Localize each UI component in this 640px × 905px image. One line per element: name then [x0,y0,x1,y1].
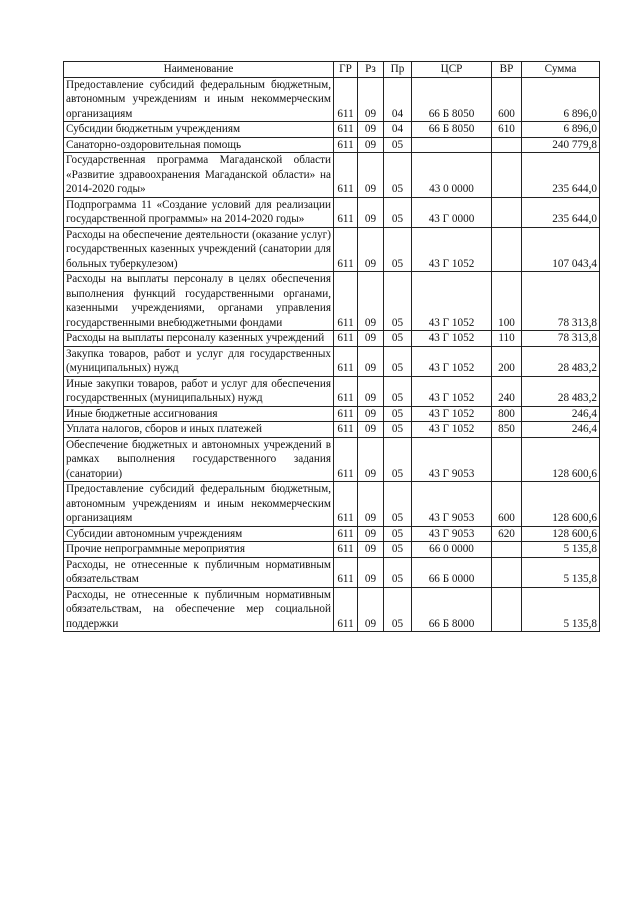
cell-gr: 611 [334,542,358,558]
cell-rz: 09 [358,197,384,227]
cell-sum: 5 135,8 [522,557,600,587]
table-row [64,437,600,482]
cell-vr [492,227,522,272]
cell-vr: 600 [492,77,522,122]
table-row [64,272,600,331]
cell-csr: 66 Б 8000 [412,587,492,632]
cell-sum: 6 896,0 [522,122,600,138]
table-row [64,422,600,438]
cell-csr: 43 Г 1052 [412,346,492,376]
cell-name: Субсидии автономным учреждениям [64,526,334,542]
cell-csr: 43 Г 9053 [412,437,492,482]
cell-name: Расходы, не отнесенные к публичным нормативным обязательствам [64,557,334,587]
cell-name: Расходы на выплаты персоналу в целях обеспечения выполнения функций государственными органами, казенными учреждениями, органами управления государственными внебюджетными фондами [64,272,334,331]
cell-gr: 611 [334,482,358,527]
cell-vr [492,587,522,632]
cell-sum: 5 135,8 [522,542,600,558]
col-header-csr: ЦСР [412,62,492,78]
cell-pr: 05 [384,406,412,422]
cell-pr: 05 [384,376,412,406]
cell-rz: 09 [358,227,384,272]
cell-name: Государственная программа Магаданской области «Развитие здравоохранения Магаданской области» на 2014-2020 годы» [64,153,334,198]
cell-sum: 128 600,6 [522,526,600,542]
cell-name: Субсидии бюджетным учреждениям [64,122,334,138]
budget-table [63,61,600,632]
cell-sum: 107 043,4 [522,227,600,272]
cell-pr: 05 [384,197,412,227]
cell-sum: 235 644,0 [522,197,600,227]
cell-vr: 850 [492,422,522,438]
cell-sum: 235 644,0 [522,153,600,198]
cell-rz: 09 [358,331,384,347]
cell-pr: 04 [384,77,412,122]
cell-gr: 611 [334,437,358,482]
cell-csr: 43 Г 9053 [412,526,492,542]
cell-rz: 09 [358,346,384,376]
cell-csr: 66 Б 8050 [412,122,492,138]
cell-vr: 200 [492,346,522,376]
cell-name: Предоставление субсидий федеральным бюджетным, автономным учреждениям и иным некоммерческим организациям [64,482,334,527]
table-row [64,542,600,558]
cell-gr: 611 [334,122,358,138]
cell-csr: 43 Г 1052 [412,376,492,406]
table-row [64,376,600,406]
table-row [64,526,600,542]
cell-rz: 09 [358,437,384,482]
cell-csr: 43 Г 1052 [412,422,492,438]
table-row [64,197,600,227]
cell-gr: 611 [334,153,358,198]
cell-sum: 128 600,6 [522,482,600,527]
cell-csr: 66 0 0000 [412,542,492,558]
cell-rz: 09 [358,587,384,632]
cell-csr: 66 Б 0000 [412,557,492,587]
cell-name: Предоставление субсидий федеральным бюджетным, автономным учреждениям и иным некоммерческим организациям [64,77,334,122]
col-header-name: Наименование [64,62,334,78]
cell-vr: 620 [492,526,522,542]
cell-sum: 128 600,6 [522,437,600,482]
cell-name: Обеспечение бюджетных и автономных учреждений в рамках выполнения государственного задания (санатории) [64,437,334,482]
cell-pr: 05 [384,153,412,198]
cell-name: Подпрограмма 11 «Создание условий для реализации государственной программы» на 2014-2020 годы» [64,197,334,227]
cell-name: Уплата налогов, сборов и иных платежей [64,422,334,438]
cell-gr: 611 [334,137,358,153]
cell-gr: 611 [334,557,358,587]
cell-vr: 600 [492,482,522,527]
col-header-vr: ВР [492,62,522,78]
cell-rz: 09 [358,122,384,138]
cell-gr: 611 [334,376,358,406]
cell-name: Расходы, не отнесенные к публичным нормативным обязательствам, на обеспечение мер социальной поддержки [64,587,334,632]
cell-gr: 611 [334,197,358,227]
cell-sum: 246,4 [522,406,600,422]
cell-rz: 09 [358,526,384,542]
cell-pr: 05 [384,137,412,153]
cell-csr: 43 Г 1052 [412,227,492,272]
cell-name: Иные бюджетные ассигнования [64,406,334,422]
cell-gr: 611 [334,526,358,542]
cell-gr: 611 [334,77,358,122]
cell-vr: 610 [492,122,522,138]
cell-pr: 05 [384,331,412,347]
table-row [64,557,600,587]
cell-vr: 110 [492,331,522,347]
cell-name: Расходы на выплаты персоналу казенных учреждений [64,331,334,347]
cell-name: Закупка товаров, работ и услуг для государственных (муниципальных) нужд [64,346,334,376]
cell-gr: 611 [334,422,358,438]
cell-rz: 09 [358,406,384,422]
budget-sheet [63,61,599,632]
cell-rz: 09 [358,482,384,527]
cell-sum: 78 313,8 [522,331,600,347]
cell-pr: 04 [384,122,412,138]
cell-csr: 43 Г 1052 [412,406,492,422]
table-body [64,77,600,632]
table-header-row [64,62,600,78]
cell-pr: 05 [384,557,412,587]
cell-gr: 611 [334,331,358,347]
cell-gr: 611 [334,346,358,376]
cell-csr: 43 Г 1052 [412,331,492,347]
cell-sum: 28 483,2 [522,376,600,406]
table-row [64,227,600,272]
cell-vr [492,542,522,558]
cell-vr [492,137,522,153]
cell-vr: 800 [492,406,522,422]
table-row [64,346,600,376]
cell-gr: 611 [334,272,358,331]
cell-rz: 09 [358,272,384,331]
cell-sum: 246,4 [522,422,600,438]
cell-rz: 09 [358,153,384,198]
cell-pr: 05 [384,422,412,438]
cell-name: Санаторно-оздоровительная помощь [64,137,334,153]
cell-csr: 43 Г 9053 [412,482,492,527]
table-row [64,153,600,198]
col-header-sum: Сумма [522,62,600,78]
cell-pr: 05 [384,526,412,542]
cell-rz: 09 [358,422,384,438]
cell-pr: 05 [384,272,412,331]
table-row [64,331,600,347]
cell-vr [492,437,522,482]
cell-vr: 100 [492,272,522,331]
col-header-pr: Пр [384,62,412,78]
cell-csr [412,137,492,153]
cell-name: Иные закупки товаров, работ и услуг для обеспечения государственных (муниципальных) нужд [64,376,334,406]
cell-pr: 05 [384,227,412,272]
col-header-rz: Рз [358,62,384,78]
table-row [64,122,600,138]
cell-pr: 05 [384,346,412,376]
cell-pr: 05 [384,437,412,482]
table-row [64,482,600,527]
cell-rz: 09 [358,542,384,558]
cell-gr: 611 [334,227,358,272]
cell-pr: 05 [384,482,412,527]
cell-rz: 09 [358,376,384,406]
cell-csr: 43 0 0000 [412,153,492,198]
cell-sum: 6 896,0 [522,77,600,122]
table-row [64,406,600,422]
cell-vr: 240 [492,376,522,406]
cell-csr: 66 Б 8050 [412,77,492,122]
cell-rz: 09 [358,137,384,153]
table-row [64,587,600,632]
cell-name: Прочие непрограммные мероприятия [64,542,334,558]
cell-gr: 611 [334,587,358,632]
cell-csr: 43 Г 0000 [412,197,492,227]
table-row [64,77,600,122]
table-row [64,137,600,153]
cell-vr [492,557,522,587]
cell-sum: 240 779,8 [522,137,600,153]
col-header-gr: ГР [334,62,358,78]
cell-pr: 05 [384,587,412,632]
cell-sum: 78 313,8 [522,272,600,331]
cell-name: Расходы на обеспечение деятельности (оказание услуг) государственных казенных учреждений (санатории для больных туберкулезом) [64,227,334,272]
cell-sum: 5 135,8 [522,587,600,632]
cell-vr [492,153,522,198]
cell-vr [492,197,522,227]
cell-sum: 28 483,2 [522,346,600,376]
cell-gr: 611 [334,406,358,422]
cell-csr: 43 Г 1052 [412,272,492,331]
cell-pr: 05 [384,542,412,558]
cell-rz: 09 [358,557,384,587]
cell-rz: 09 [358,77,384,122]
